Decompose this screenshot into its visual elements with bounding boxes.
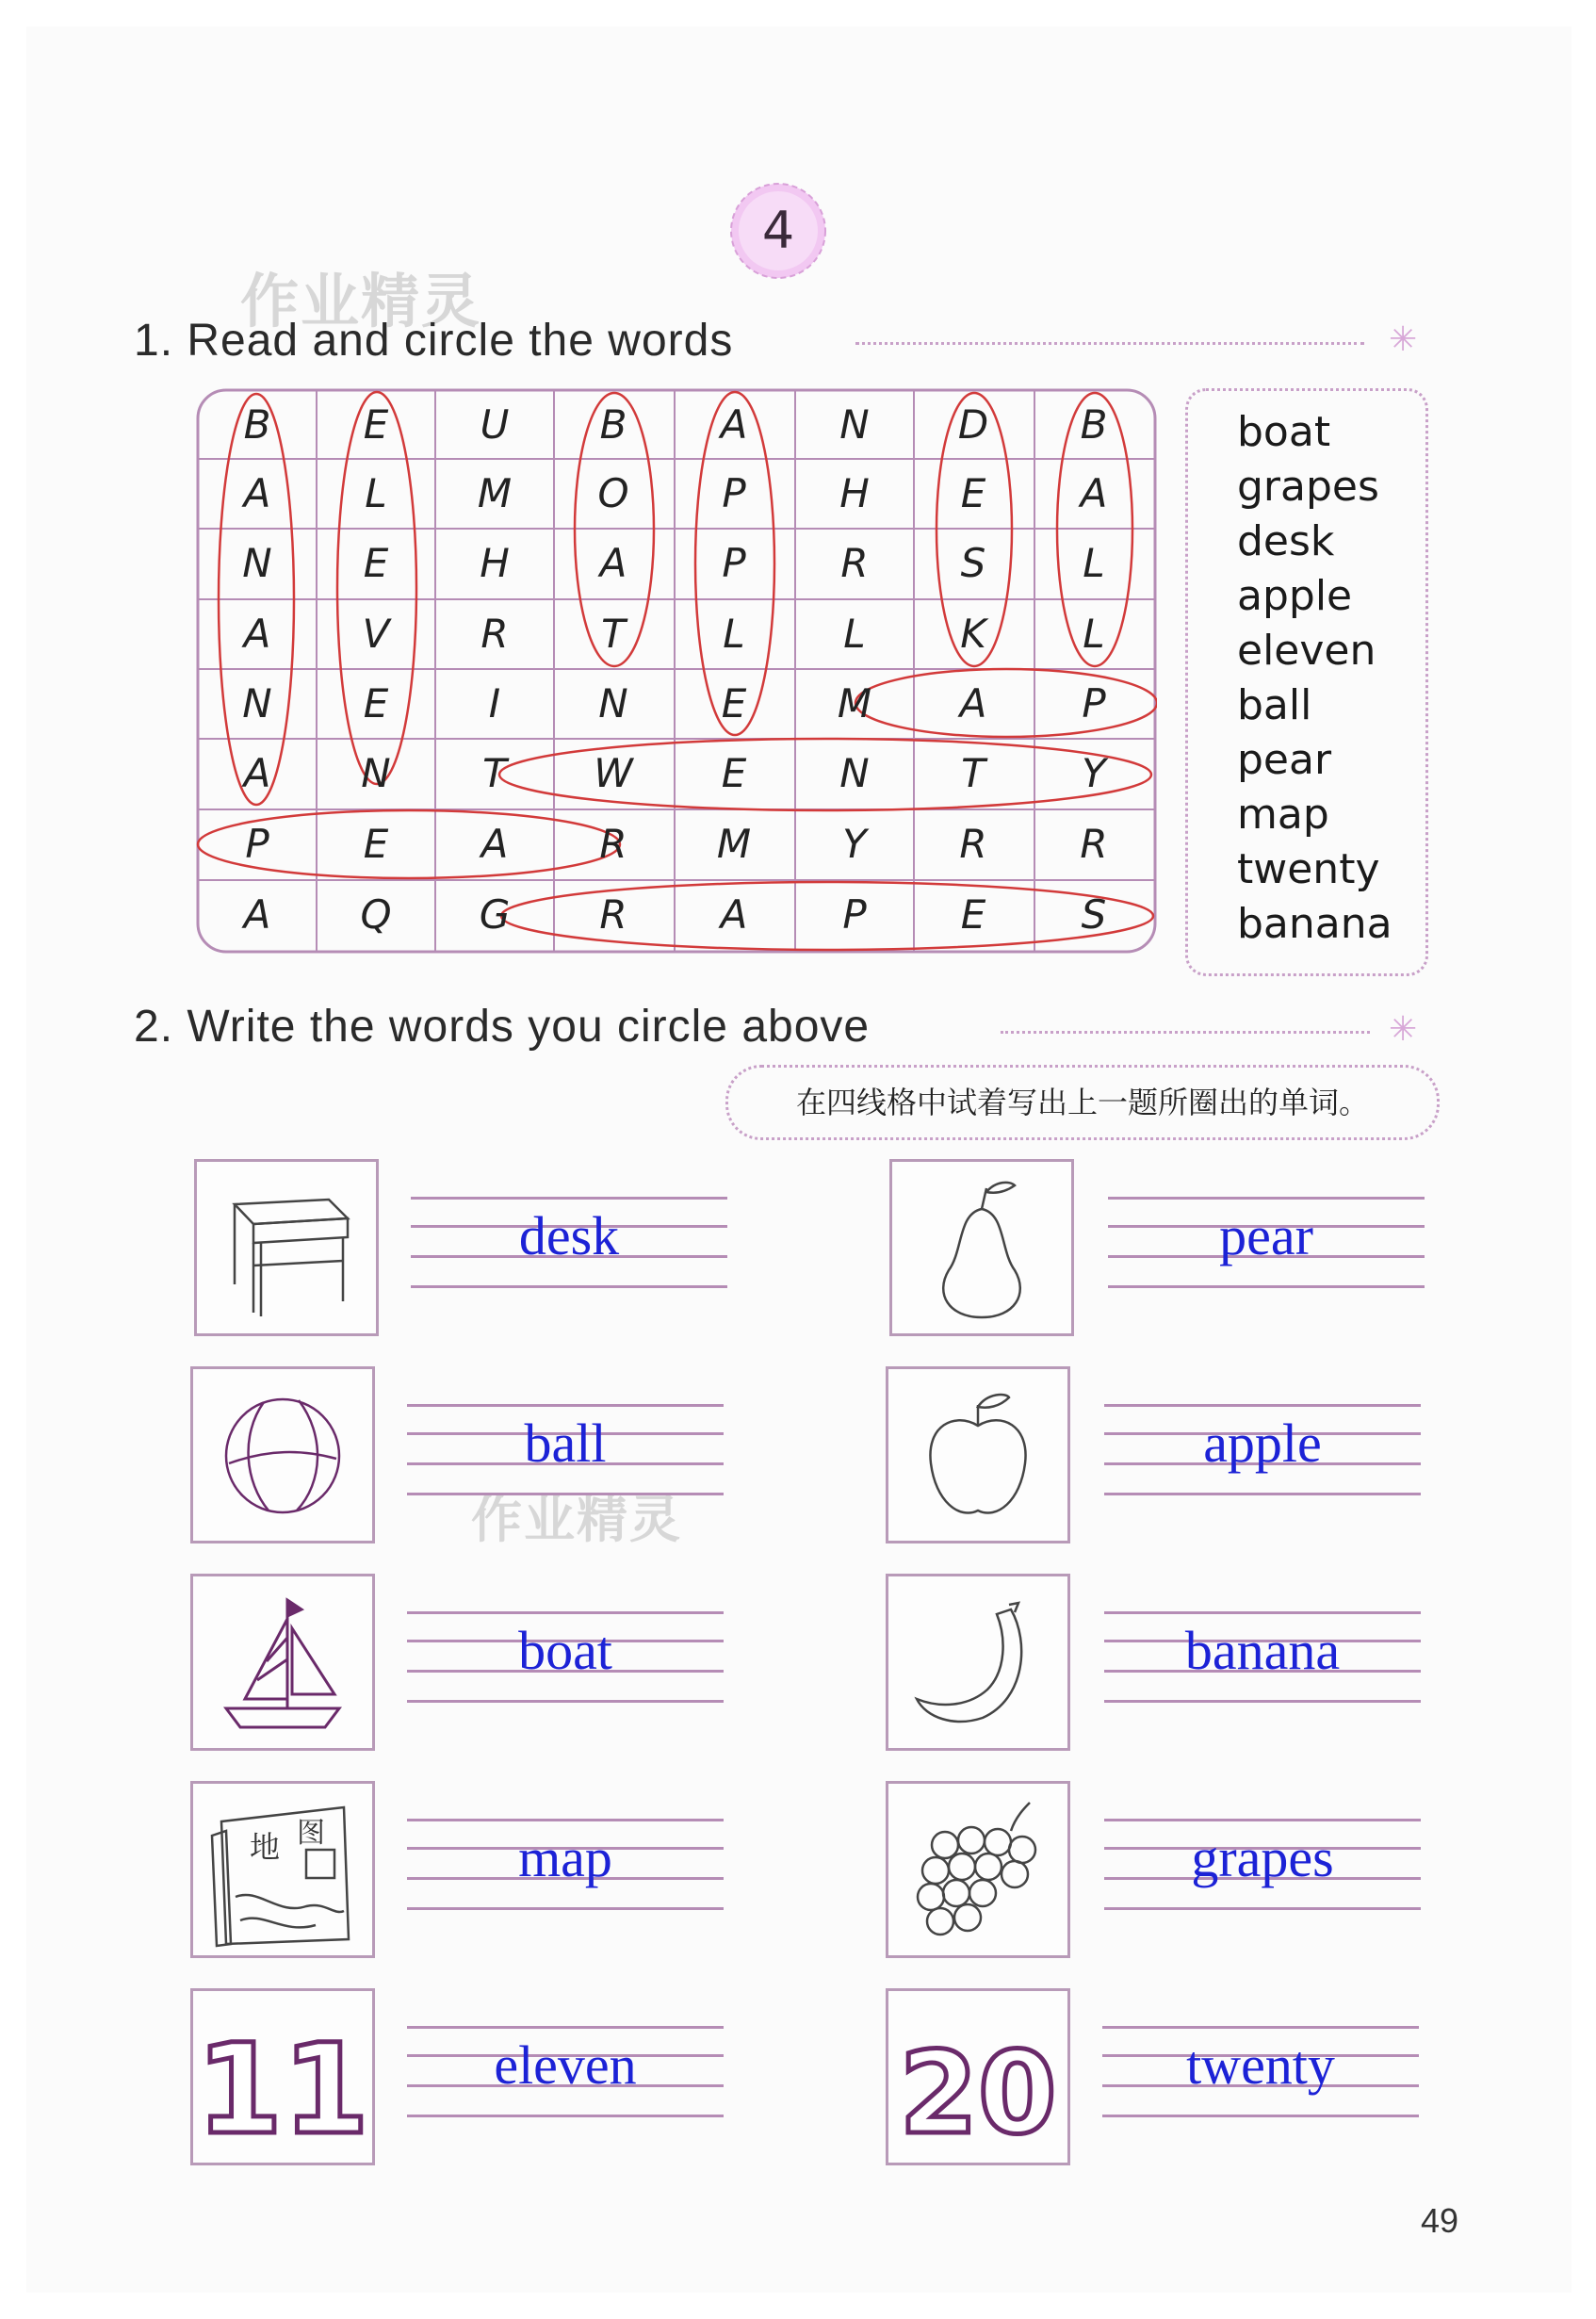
sailboat-icon [190, 1574, 375, 1751]
number-label: 20 [899, 2029, 1057, 2160]
grid-letter: E [363, 540, 389, 586]
grid-letter: E [960, 470, 986, 516]
writing-lines [411, 1197, 727, 1289]
grid-letter: N [242, 540, 272, 586]
grid-letter: L [1083, 540, 1105, 586]
grid-letter: P [722, 540, 746, 586]
grid-letter: L [723, 611, 745, 657]
word-list-item: apple [1237, 572, 1353, 620]
map-icon-char: 图 [297, 1817, 325, 1850]
star-icon: ✳ [1389, 1010, 1418, 1049]
section-1-heading: 1. Read and circle the words [134, 316, 734, 366]
grid-letter: N [598, 680, 628, 727]
star-icon: ✳ [1389, 320, 1418, 359]
writing-lines [1102, 2026, 1419, 2118]
watermark: 作业精灵 [240, 267, 482, 335]
grid-letter: R [480, 611, 509, 657]
grid-letter: G [479, 891, 511, 938]
answer-text: banana [1184, 1620, 1341, 1681]
grid-letter: E [960, 891, 986, 938]
grid-letter: A [243, 611, 271, 657]
grid-letter: S [1081, 891, 1107, 938]
word-list-item: twenty [1237, 845, 1380, 893]
word-list-box [1185, 388, 1428, 976]
grid-letter: O [597, 470, 629, 516]
grid-letter: L [1083, 611, 1105, 657]
grid-letter: E [721, 750, 747, 796]
grid-letter: R [959, 821, 987, 867]
answer-text: eleven [494, 2034, 637, 2096]
grid-letter: B [243, 401, 271, 448]
writing-lines [407, 2026, 724, 2118]
grid-letter: R [840, 540, 869, 586]
pear-icon [889, 1159, 1074, 1336]
heading-dots [855, 342, 1364, 345]
writing-lines [407, 1404, 724, 1496]
answer-text: boat [518, 1620, 612, 1681]
word-list-item: map [1237, 791, 1329, 839]
grid-letter: N [361, 750, 391, 796]
word-list-item: pear [1237, 736, 1332, 784]
grid-letter: S [960, 540, 986, 586]
grid-letter: A [243, 891, 271, 938]
grid-letter: W [594, 750, 633, 796]
grid-letter: Q [360, 891, 392, 938]
grid-letter: B [599, 401, 627, 448]
number-label: 11 [196, 2017, 369, 2163]
answer-text: pear [1219, 1205, 1313, 1266]
grid-letter: E [363, 401, 389, 448]
grid-letter: E [363, 821, 389, 867]
instruction-hint: 在四线格中试着写出上一题所圈出的单词。 [725, 1065, 1440, 1140]
number-20-icon [886, 1988, 1070, 2165]
grid-letter: N [839, 401, 870, 448]
writing-lines [1104, 1404, 1421, 1496]
grid-letter: P [842, 891, 867, 938]
grid-letter: N [242, 680, 272, 727]
ball-icon [190, 1366, 375, 1543]
grid-letter: R [599, 891, 627, 938]
grid-letter: H [839, 470, 870, 516]
grid-letter: V [362, 611, 390, 657]
map-icon-char: 地 [250, 1829, 281, 1865]
answer-text: twenty [1186, 2034, 1335, 2096]
watermark: 作业精灵 [471, 1490, 682, 1549]
grid-letter: A [720, 401, 748, 448]
grid-letter: H [480, 540, 510, 586]
grid-letter: Y [1082, 750, 1106, 796]
grid-letter: I [488, 680, 501, 727]
grid-letter: M [716, 821, 752, 867]
grid-letter: R [599, 821, 627, 867]
heading-dots [1001, 1031, 1370, 1034]
writing-lines [1104, 1611, 1421, 1704]
grid-letter: U [480, 401, 510, 448]
unit-badge [726, 179, 830, 283]
grid-letter: A [720, 891, 748, 938]
number-11-icon [190, 1988, 375, 2165]
grapes-icon [886, 1781, 1070, 1958]
grid-letter: Y [842, 821, 867, 867]
grid-letter: E [721, 680, 747, 727]
grid-letter: B [1080, 401, 1108, 448]
grid-letter: L [365, 470, 387, 516]
answer-text: desk [518, 1205, 620, 1266]
answer-text: apple [1203, 1413, 1322, 1474]
section-2-heading: 2. Write the words you circle above [134, 1002, 871, 1052]
word-list-item: ball [1237, 681, 1312, 729]
map-book-icon [190, 1781, 375, 1958]
grid-letter: A [1080, 470, 1108, 516]
grid-letter: A [243, 750, 271, 796]
grid-letter: A [599, 540, 627, 586]
word-list-item: boat [1237, 408, 1331, 456]
grid-letter: A [480, 821, 509, 867]
answer-text: ball [524, 1413, 607, 1474]
word-list-item: eleven [1237, 627, 1376, 675]
grid-letter: T [601, 611, 626, 657]
grid-letter: P [245, 821, 269, 867]
grid-letter: K [960, 611, 986, 657]
writing-lines [407, 1611, 724, 1704]
grid-letter: L [843, 611, 866, 657]
writing-lines [407, 1819, 724, 1911]
grid-letter: T [961, 750, 985, 796]
writing-lines [1104, 1819, 1421, 1911]
word-list-item: grapes [1237, 463, 1379, 511]
grid-letter: P [1082, 680, 1106, 727]
grid-letter: E [363, 680, 389, 727]
grid-letter: M [477, 470, 513, 516]
grid-letter: A [959, 680, 987, 727]
banana-icon [886, 1574, 1070, 1751]
word-list-item: banana [1237, 900, 1392, 948]
desk-icon [194, 1159, 379, 1336]
grid-letter: N [839, 750, 870, 796]
grid-letter: A [243, 470, 271, 516]
answer-text: grapes [1191, 1827, 1334, 1888]
unit-number: 4 [761, 201, 795, 260]
word-list-item: desk [1237, 517, 1335, 565]
grid-letter: P [722, 470, 746, 516]
grid-letter: T [482, 750, 507, 796]
apple-icon [886, 1366, 1070, 1543]
grid-letter: D [957, 401, 989, 448]
answer-text: map [518, 1827, 612, 1888]
grid-letter: R [1080, 821, 1108, 867]
page-number: 49 [1421, 2201, 1459, 2240]
grid-letter: M [837, 680, 872, 727]
writing-lines [1108, 1197, 1425, 1289]
